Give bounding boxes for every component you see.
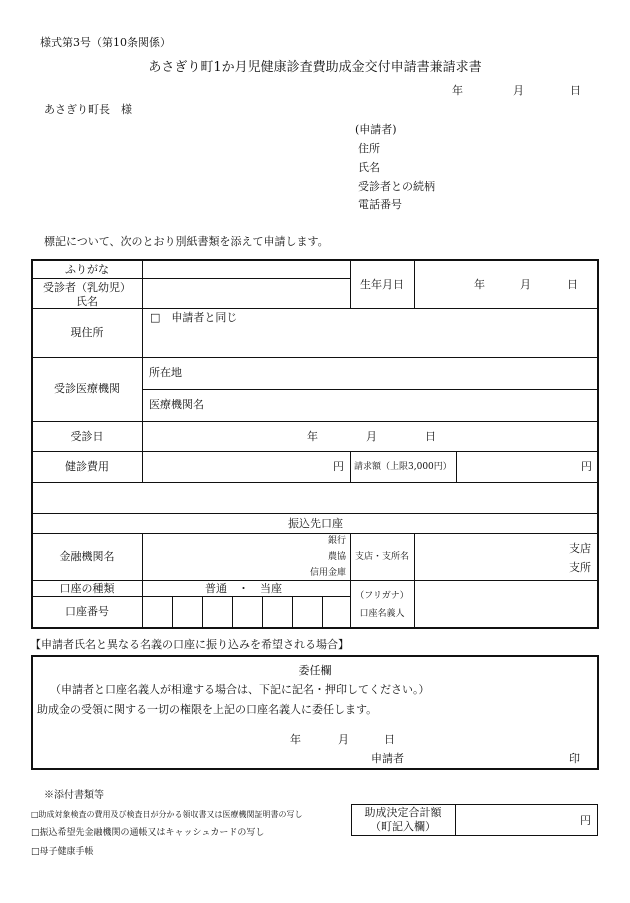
fee-label: 健診費用	[65, 460, 109, 473]
visit-day-label: 日	[425, 430, 436, 443]
delegation-applicant-field[interactable]	[415, 748, 565, 766]
fee-field[interactable]	[143, 453, 349, 481]
attachments-heading: ※添付書類等	[44, 790, 104, 801]
account-type-options[interactable]: 普通 ・ 当座	[205, 582, 282, 595]
fee-yen: 円	[333, 460, 344, 473]
furigana-label: ふりがな	[65, 263, 109, 276]
delegation-year: 年	[290, 733, 301, 746]
visit-date-label: 受診日	[70, 430, 104, 443]
branch-name-field[interactable]	[415, 535, 565, 579]
account-type-label: 口座の種類	[59, 582, 115, 595]
same-as-applicant-checkbox[interactable]: □ 申請者と同じ	[150, 311, 238, 324]
form-number: 様式第3号（第10条関係）	[40, 36, 171, 49]
applicant-relation-label: 受診者との続柄	[358, 180, 435, 193]
intro-text: 標記について、次のとおり別紙書類を添えて申請します。	[44, 235, 329, 248]
date-month-label: 月	[513, 84, 524, 97]
birth-label: 生年月日	[360, 278, 404, 291]
page-title: あさぎり町1か月児健康診査費助成金交付申請書兼請求書	[148, 60, 482, 75]
patient-label: 受診者（乳幼児）	[43, 281, 131, 294]
seal-mark: 印	[569, 752, 580, 765]
clinic-label: 受診医療機関	[54, 382, 120, 395]
bank-type-bank: 銀行	[327, 536, 346, 546]
branch-type-branch: 支店	[569, 542, 591, 555]
birth-month-label: 月	[520, 278, 531, 291]
claim-yen: 円	[581, 460, 592, 473]
delegation-day: 日	[384, 733, 395, 746]
clinic-name-label: 医療機関名	[149, 398, 204, 411]
applicant-heading: (申請者)	[355, 123, 397, 136]
delegation-statement: 助成金の受領に関する一切の権限を上記の口座名義人に委任します。	[37, 703, 378, 716]
claim-field[interactable]	[457, 453, 598, 481]
attachment-item-receipt[interactable]: □助成対象検査の費用及び検査日が分かる領収書又は医療機関証明書の写し	[31, 810, 303, 819]
birth-year-label: 年	[474, 278, 485, 291]
bank-name-field[interactable]	[143, 535, 303, 579]
clinic-name-field[interactable]	[215, 391, 598, 420]
claim-label: 請求額（上限3,000円）	[354, 462, 452, 472]
patient-name-field[interactable]	[143, 279, 349, 307]
delegation-month: 月	[338, 733, 349, 746]
visit-year-label: 年	[307, 430, 318, 443]
addressee: あさぎり町長 様	[44, 103, 132, 116]
bank-label: 金融機関名	[59, 550, 115, 563]
account-number-field[interactable]	[143, 597, 349, 627]
total-amount-field[interactable]	[457, 806, 577, 834]
address-label: 現住所	[70, 326, 104, 339]
transfer-heading: 振込先口座	[288, 517, 343, 530]
furigana-field[interactable]	[143, 261, 349, 277]
applicant-name-label: 氏名	[358, 161, 380, 174]
bank-type-ja: 農協	[327, 552, 346, 562]
branch-type-office: 支所	[569, 561, 591, 574]
applicant-address-label: 住所	[358, 142, 380, 155]
account-holder-field[interactable]	[415, 582, 598, 627]
delegation-note: （申請者と口座名義人が相違する場合は、下記に記名・押印してください。）	[50, 683, 430, 696]
date-day-label: 日	[570, 84, 581, 97]
patient-name-label: 氏名	[76, 295, 98, 308]
total-yen: 円	[580, 814, 591, 827]
date-year-label: 年	[452, 84, 463, 97]
delegation-heading: 【申請者氏名と異なる名義の口座に振り込みを希望される場合】	[30, 638, 349, 651]
clinic-location-label: 所在地	[149, 366, 182, 379]
account-number-label: 口座番号	[65, 605, 109, 618]
clinic-location-field[interactable]	[200, 359, 598, 388]
holder-furigana-label: （フリガナ）	[355, 591, 409, 601]
bank-type-shinkin: 信用金庫	[309, 568, 346, 578]
total-label: 助成決定合計額	[364, 806, 442, 819]
delegation-title: 委任欄	[298, 664, 332, 677]
attachment-item-bankbook[interactable]: □振込希望先金融機関の通帳又はキャッシュカードの写し	[31, 828, 265, 838]
attachment-item-handbook[interactable]: □母子健康手帳	[31, 847, 94, 857]
applicant-phone-label: 電話番号	[358, 198, 402, 211]
total-town-note: （町記入欄）	[370, 820, 436, 833]
birth-day-label: 日	[567, 278, 578, 291]
delegation-applicant-label: 申請者	[371, 752, 404, 765]
visit-month-label: 月	[366, 430, 377, 443]
branch-label: 支店・支所名	[354, 552, 409, 562]
holder-label: 口座名義人	[359, 609, 405, 619]
address-field[interactable]	[143, 326, 598, 356]
